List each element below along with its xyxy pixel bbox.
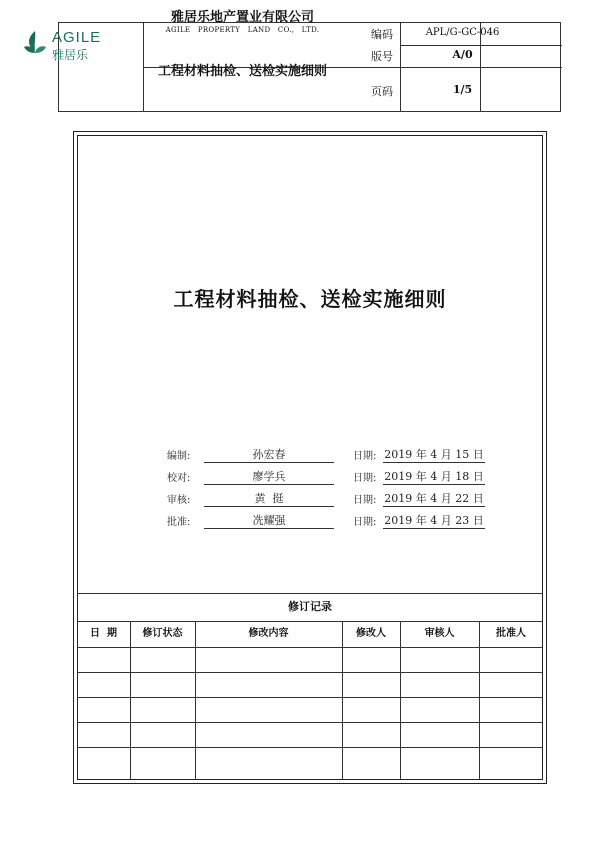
agile-leaf-icon bbox=[22, 29, 48, 59]
page-label: 页码 bbox=[371, 85, 393, 98]
header-doc-title: 工程材料抽检、送检实施细则 bbox=[157, 64, 327, 79]
version-value: A/0 bbox=[452, 48, 473, 61]
code-label: 编码 bbox=[371, 28, 393, 41]
date-underline bbox=[383, 484, 485, 485]
column-header: 修改内容 bbox=[248, 628, 289, 639]
revision-table bbox=[77, 593, 543, 780]
signature-name: 冼耀强 bbox=[252, 514, 286, 527]
signature-role: 批准: bbox=[167, 517, 191, 528]
column-header: 审核人 bbox=[424, 628, 455, 639]
page-value: 1/5 bbox=[452, 83, 473, 96]
signature-date: 2019 年 4 月 18 日 bbox=[384, 470, 484, 483]
page-title: 工程材料抽检、送检实施细则 bbox=[173, 287, 447, 311]
logo-text-en: AGILE bbox=[52, 29, 102, 46]
signature-role: 校对: bbox=[167, 473, 191, 484]
table-rule bbox=[77, 672, 543, 673]
date-underline bbox=[383, 506, 485, 507]
company-name: 雅居乐地产置业有限公司 bbox=[170, 10, 314, 25]
revision-table-title: 修订记录 bbox=[288, 600, 332, 613]
signature-date: 2019 年 4 月 23 日 bbox=[384, 514, 484, 527]
column-header: 修改人 bbox=[356, 628, 386, 639]
signature-name: 廖学兵 bbox=[252, 470, 286, 483]
company-name-en: AGILE PROPERTY LAND CO., LTD. bbox=[165, 26, 320, 34]
header-divider bbox=[400, 67, 562, 68]
signature-date: 2019 年 4 月 22 日 bbox=[384, 492, 484, 505]
table-rule bbox=[77, 647, 543, 648]
date-underline bbox=[383, 462, 485, 463]
date-label: 日期: bbox=[353, 451, 377, 462]
signature-date: 2019 年 4 月 15 日 bbox=[384, 448, 484, 461]
table-rule bbox=[77, 697, 543, 698]
column-header: 修订状态 bbox=[142, 628, 183, 639]
signature-underline bbox=[204, 484, 334, 485]
signature-name: 孙宏春 bbox=[252, 448, 286, 461]
signature-underline bbox=[204, 528, 334, 529]
date-label: 日期: bbox=[353, 517, 377, 528]
company-logo bbox=[22, 27, 122, 63]
logo-text-cn: 雅居乐 bbox=[52, 48, 89, 62]
version-label: 版号 bbox=[371, 50, 393, 63]
signature-role: 审核: bbox=[167, 495, 191, 506]
column-header: 批准人 bbox=[496, 628, 526, 639]
code-value: APL/G-GC-046 bbox=[425, 27, 500, 38]
signature-underline bbox=[204, 506, 334, 507]
date-underline bbox=[383, 528, 485, 529]
signature-underline bbox=[204, 462, 334, 463]
date-label: 日期: bbox=[353, 495, 377, 506]
header-divider bbox=[400, 45, 562, 46]
column-header: 日 期 bbox=[90, 628, 117, 639]
table-rule bbox=[77, 747, 543, 748]
signature-role: 编制: bbox=[167, 451, 191, 462]
table-rule bbox=[77, 722, 543, 723]
date-label: 日期: bbox=[353, 473, 377, 484]
signature-name: 黄 挺 bbox=[254, 492, 284, 505]
